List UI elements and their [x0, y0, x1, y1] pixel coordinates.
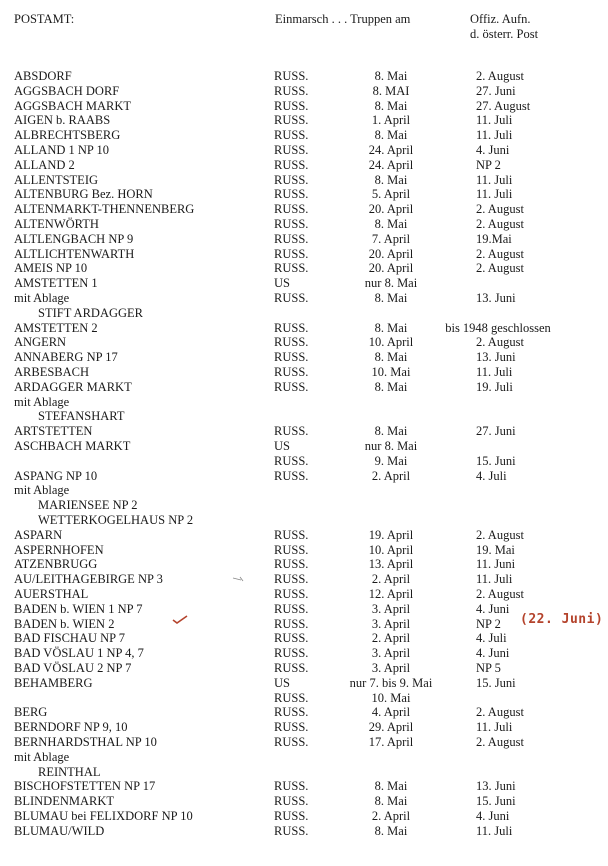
postamt-name: AUERSTHAL — [14, 587, 89, 601]
entry-date: 8. Mai — [374, 424, 408, 439]
table-row — [0, 779, 608, 794]
entry-date: 10. Mai — [371, 365, 411, 379]
official-date: 27. Juni — [476, 424, 516, 439]
official-date: 11. Juni — [476, 557, 516, 572]
postamt-name: MARIENSEE NP 2 — [38, 498, 138, 513]
table-row — [0, 113, 608, 128]
postamt-name: STIFT ARDAGGER — [38, 305, 143, 320]
entry-date: nur 8. Mai — [364, 276, 418, 291]
entry-date: 3. April — [371, 616, 411, 631]
postamt-name: ATZENBRUGG — [14, 557, 98, 572]
troops-nation: RUSS. — [274, 320, 309, 335]
entry-date: 3. April — [371, 646, 411, 661]
entry-date: 8. Mai — [374, 350, 408, 365]
troops-nation: RUSS. — [274, 601, 309, 616]
troops-nation: US — [274, 276, 290, 291]
postamt-name: ALBRECHTSBERG — [14, 128, 121, 143]
table-row — [0, 84, 608, 99]
troops-nation: RUSS. — [274, 542, 309, 557]
table-row — [0, 261, 608, 276]
entry-date: 4. April — [371, 705, 411, 720]
official-date: 13. Juni — [476, 350, 516, 365]
entry-date: 8. Mai — [374, 823, 408, 838]
troops-nation: RUSS. — [274, 335, 309, 350]
troops-nation: RUSS. — [274, 779, 309, 794]
table-row — [0, 587, 608, 602]
official-date: 27. Juni — [476, 83, 516, 98]
entry-date: 8. Mai — [374, 320, 408, 335]
entry-date: 8. Mai — [374, 69, 408, 83]
official-date: 4. Juni — [476, 809, 510, 823]
table-row — [0, 276, 608, 291]
official-date: bis 1948 geschlossen — [445, 320, 551, 335]
postamt-name: STEFANSHART — [38, 409, 125, 424]
official-date: NP 2 — [476, 157, 501, 172]
official-date: 11. Juli — [476, 365, 513, 379]
table-row — [0, 439, 608, 454]
checkmark-icon — [172, 614, 188, 626]
official-date: 19. Mai — [476, 542, 515, 557]
troops-nation: RUSS. — [274, 98, 309, 113]
official-date: 4. Juli — [476, 631, 507, 646]
troops-nation: RUSS. — [274, 246, 309, 261]
postamt-name: ALTLICHTENWARTH — [14, 246, 135, 261]
postamt-name: ANGERN — [14, 335, 67, 350]
table-row — [0, 69, 608, 84]
troops-nation: RUSS. — [274, 187, 309, 202]
postamt-name: BEHAMBERG — [14, 675, 93, 690]
entry-date: 2. April — [371, 468, 411, 483]
table-row — [0, 128, 608, 143]
entry-date: 5. April — [371, 187, 411, 202]
entry-date: nur 8. Mai — [364, 439, 418, 453]
troops-nation: RUSS. — [274, 291, 309, 305]
entry-date: 12. April — [368, 587, 414, 601]
postamt-name: BADEN b. WIEN 2 — [14, 616, 115, 631]
postamt-name: AGGSBACH MARKT — [14, 98, 132, 113]
table-row — [0, 543, 608, 558]
postamt-name: ARDAGGER MARKT — [14, 379, 132, 394]
troops-nation: RUSS. — [274, 365, 309, 379]
postamt-name: ABSDORF — [14, 69, 72, 83]
table-row — [0, 794, 608, 809]
official-date: 2. August — [476, 202, 524, 217]
postamt-name: AGGSBACH DORF — [14, 83, 120, 98]
troops-nation: RUSS. — [274, 809, 309, 823]
troops-nation: RUSS. — [274, 646, 309, 661]
troops-nation: RUSS. — [274, 720, 309, 735]
entry-date: 19. April — [368, 527, 414, 542]
postamt-name: BLINDENMARKT — [14, 794, 114, 809]
postamt-name: AU/LEITHAGEBIRGE NP 3 — [14, 572, 163, 587]
postamt-name: BERG — [14, 705, 48, 720]
troops-nation: RUSS. — [274, 350, 309, 365]
entry-date: 8. Mai — [374, 779, 408, 794]
official-date: 11. Juli — [476, 113, 513, 128]
table-row — [0, 232, 608, 247]
postamt-name: ANNABERG NP 17 — [14, 350, 118, 365]
postamt-name: BAD VÖSLAU 2 NP 7 — [14, 661, 132, 675]
pencil-mark — [232, 575, 248, 587]
troops-nation: RUSS. — [274, 202, 309, 217]
table-row — [0, 705, 608, 720]
table-row — [0, 291, 608, 306]
official-date: NP 5 — [476, 661, 501, 675]
postamt-name: ALLAND 2 — [14, 157, 75, 172]
postamt-name: REINTHAL — [38, 764, 101, 779]
table-row — [0, 735, 608, 750]
postamt-name: AIGEN b. RAABS — [14, 113, 111, 128]
entry-date: 2. April — [371, 572, 411, 587]
entry-date: 2. April — [371, 809, 411, 823]
entry-date: 8. Mai — [374, 172, 408, 187]
official-date: 13. Juni — [476, 291, 516, 305]
postamt-name: ALLENTSTEIG — [14, 172, 99, 187]
table-row — [0, 143, 608, 158]
postamt-name: mit Ablage — [14, 394, 70, 409]
troops-nation: RUSS. — [274, 557, 309, 572]
entry-date: nur 7. bis 9. Mai — [349, 675, 433, 690]
table-row — [0, 187, 608, 202]
troops-nation: RUSS. — [274, 794, 309, 809]
entry-date: 1. April — [371, 113, 411, 128]
entry-date: 2. April — [371, 631, 411, 646]
table-row — [0, 513, 608, 528]
official-date: 11. Juli — [476, 187, 513, 202]
official-date: 2. August — [476, 735, 524, 749]
entry-date: 17. April — [368, 735, 414, 749]
table-row — [0, 424, 608, 439]
table-row — [0, 335, 608, 350]
entry-date: 20. April — [368, 246, 414, 261]
entry-date: 8. Mai — [374, 379, 408, 394]
postamt-name: AMSTETTEN 2 — [14, 320, 98, 335]
official-date: 2. August — [476, 527, 524, 542]
table-row — [0, 557, 608, 572]
official-date: 11. Juli — [476, 128, 513, 143]
official-date: 4. Juni — [476, 143, 510, 157]
official-date: 11. Juli — [476, 572, 513, 587]
postamt-name: mit Ablage — [14, 749, 70, 764]
table-row — [0, 809, 608, 824]
entry-date: 10. April — [368, 542, 414, 557]
troops-nation: RUSS. — [274, 616, 309, 631]
postamt-name: BERNDORF NP 9, 10 — [14, 720, 128, 735]
entry-date: 13. April — [368, 557, 414, 572]
postamt-name: mit Ablage — [14, 291, 70, 305]
postamt-name: ALTLENGBACH NP 9 — [14, 231, 134, 246]
official-date: 4. Juli — [476, 468, 507, 483]
entry-date: 8. Mai — [374, 128, 408, 143]
entry-date: 10. April — [368, 335, 414, 350]
table-row — [0, 646, 608, 661]
entry-date: 24. April — [368, 157, 414, 172]
troops-nation: RUSS. — [274, 572, 309, 587]
table-row — [0, 380, 608, 395]
table-row — [0, 247, 608, 262]
official-date: 2. August — [476, 335, 524, 350]
entry-date: 8. MAI — [372, 83, 410, 98]
official-date: 2. August — [476, 69, 524, 83]
postamt-name: ALLAND 1 NP 10 — [14, 143, 110, 157]
postamt-name: WETTERKOGELHAUS NP 2 — [38, 513, 194, 527]
troops-nation: RUSS. — [274, 705, 309, 720]
entry-date: 24. April — [368, 143, 414, 157]
postamt-name: ALTENWÖRTH — [14, 217, 99, 231]
troops-nation: RUSS. — [274, 217, 309, 231]
entry-date: 10. Mai — [371, 690, 411, 705]
postamt-name: BISCHOFSTETTEN NP 17 — [14, 779, 156, 794]
official-date: 2. August — [476, 587, 524, 601]
table-row — [0, 631, 608, 646]
table-row — [0, 173, 608, 188]
troops-nation: US — [274, 675, 290, 690]
entry-date: 20. April — [368, 261, 414, 276]
entry-date: 3. April — [371, 661, 411, 675]
postamt-header: POSTAMT: — [14, 12, 75, 26]
postamt-name: ALTENMARKT-THENNENBERG — [14, 202, 195, 217]
troops-nation: RUSS. — [274, 587, 309, 601]
troops-nation: RUSS. — [274, 157, 309, 172]
postamt-name: ASCHBACH MARKT — [14, 439, 131, 453]
postamt-name: AMSTETTEN 1 — [14, 276, 98, 291]
official-date: 15. Juni — [476, 675, 516, 690]
table-row — [0, 99, 608, 114]
official-date: 2. August — [476, 261, 524, 276]
official-date: NP 2 — [476, 616, 501, 631]
offiz-header-line2: d. österr. Post — [470, 27, 539, 41]
postamt-name: mit Ablage — [14, 483, 70, 498]
troops-nation: RUSS. — [274, 661, 309, 675]
postamt-name: ASPERNHOFEN — [14, 542, 104, 557]
official-date: 19.Mai — [476, 231, 512, 246]
table-row — [0, 483, 608, 498]
postamt-name: ALTENBURG Bez. HORN — [14, 187, 153, 202]
postamt-name: BAD VÖSLAU 1 NP 4, 7 — [14, 646, 144, 661]
troops-nation: RUSS. — [274, 128, 309, 143]
troops-nation: RUSS. — [274, 735, 309, 749]
troops-nation: RUSS. — [274, 527, 309, 542]
troops-nation: RUSS. — [274, 468, 309, 483]
troops-nation: RUSS. — [274, 453, 309, 468]
official-date: 19. Juli — [476, 379, 513, 394]
offiz-header-line1: Offiz. Aufn. — [470, 12, 531, 26]
table-row — [0, 676, 608, 691]
table-row — [0, 528, 608, 543]
entry-date: 29. April — [368, 720, 414, 735]
table-row — [0, 158, 608, 173]
troops-nation: RUSS. — [274, 69, 309, 83]
table-row — [0, 765, 608, 780]
troops-nation: US — [274, 439, 290, 453]
table-row — [0, 202, 608, 217]
postamt-name: BERNHARDSTHAL NP 10 — [14, 735, 157, 749]
table-row — [0, 350, 608, 365]
official-date: 13. Juni — [476, 779, 516, 794]
table-row — [0, 572, 608, 587]
troops-nation: RUSS. — [274, 379, 309, 394]
troops-nation: RUSS. — [274, 172, 309, 187]
official-date: 15. Juni — [476, 453, 516, 468]
entry-date: 7. April — [371, 231, 411, 246]
table-row — [0, 306, 608, 321]
postamt-name: BAD FISCHAU NP 7 — [14, 631, 126, 646]
entry-date: 9. Mai — [374, 453, 408, 468]
table-row — [0, 498, 608, 513]
entry-date: 8. Mai — [374, 794, 408, 809]
postamt-name: ARTSTETTEN — [14, 424, 93, 439]
table-row — [0, 469, 608, 484]
table-row — [0, 365, 608, 380]
postamt-name: BLUMAU bei FELIXDORF NP 10 — [14, 809, 193, 823]
einmarsch-header: Einmarsch . . . Truppen am — [275, 12, 411, 26]
troops-nation: RUSS. — [274, 143, 309, 157]
troops-nation: RUSS. — [274, 631, 309, 646]
entry-date: 20. April — [368, 202, 414, 217]
official-date: 2. August — [476, 705, 524, 720]
troops-nation: RUSS. — [274, 113, 309, 128]
table-row — [0, 602, 608, 617]
postamt-name: ARBESBACH — [14, 365, 90, 379]
official-date: 4. Juni — [476, 646, 510, 661]
table-row — [0, 691, 608, 706]
official-date: 15. Juni — [476, 794, 516, 809]
official-date: 11. Juli — [476, 172, 513, 187]
table-row — [0, 824, 608, 839]
troops-nation: RUSS. — [274, 424, 309, 439]
troops-nation: RUSS. — [274, 231, 309, 246]
postamt-name: AMEIS NP 10 — [14, 261, 88, 276]
entry-date: 8. Mai — [374, 98, 408, 113]
official-date: 4. Juni — [476, 601, 510, 616]
handwritten-note: (22. Juni) — [520, 612, 604, 627]
official-date: 11. Juli — [476, 720, 513, 735]
table-row — [0, 661, 608, 676]
official-date: 27. August — [476, 98, 531, 113]
table-row — [0, 720, 608, 735]
entry-date: 3. April — [371, 601, 411, 616]
official-date: 2. August — [476, 217, 524, 231]
entry-date: 8. Mai — [374, 291, 408, 305]
official-date: 11. Juli — [476, 823, 513, 838]
table-row — [0, 321, 608, 336]
table-row — [0, 217, 608, 232]
troops-nation: RUSS. — [274, 83, 309, 98]
table-row — [0, 750, 608, 765]
troops-nation: RUSS. — [274, 690, 309, 705]
postamt-name: BLUMAU/WILD — [14, 823, 105, 838]
entry-date: 8. Mai — [374, 217, 408, 231]
postamt-name: ASPARN — [14, 527, 63, 542]
table-row — [0, 617, 608, 632]
postamt-name: ASPANG NP 10 — [14, 468, 98, 483]
table-row — [0, 395, 608, 410]
table-row — [0, 454, 608, 469]
table-row — [0, 409, 608, 424]
troops-nation: RUSS. — [274, 261, 309, 276]
postamt-name: BADEN b. WIEN 1 NP 7 — [14, 601, 143, 616]
official-date: 2. August — [476, 246, 524, 261]
troops-nation: RUSS. — [274, 823, 309, 838]
